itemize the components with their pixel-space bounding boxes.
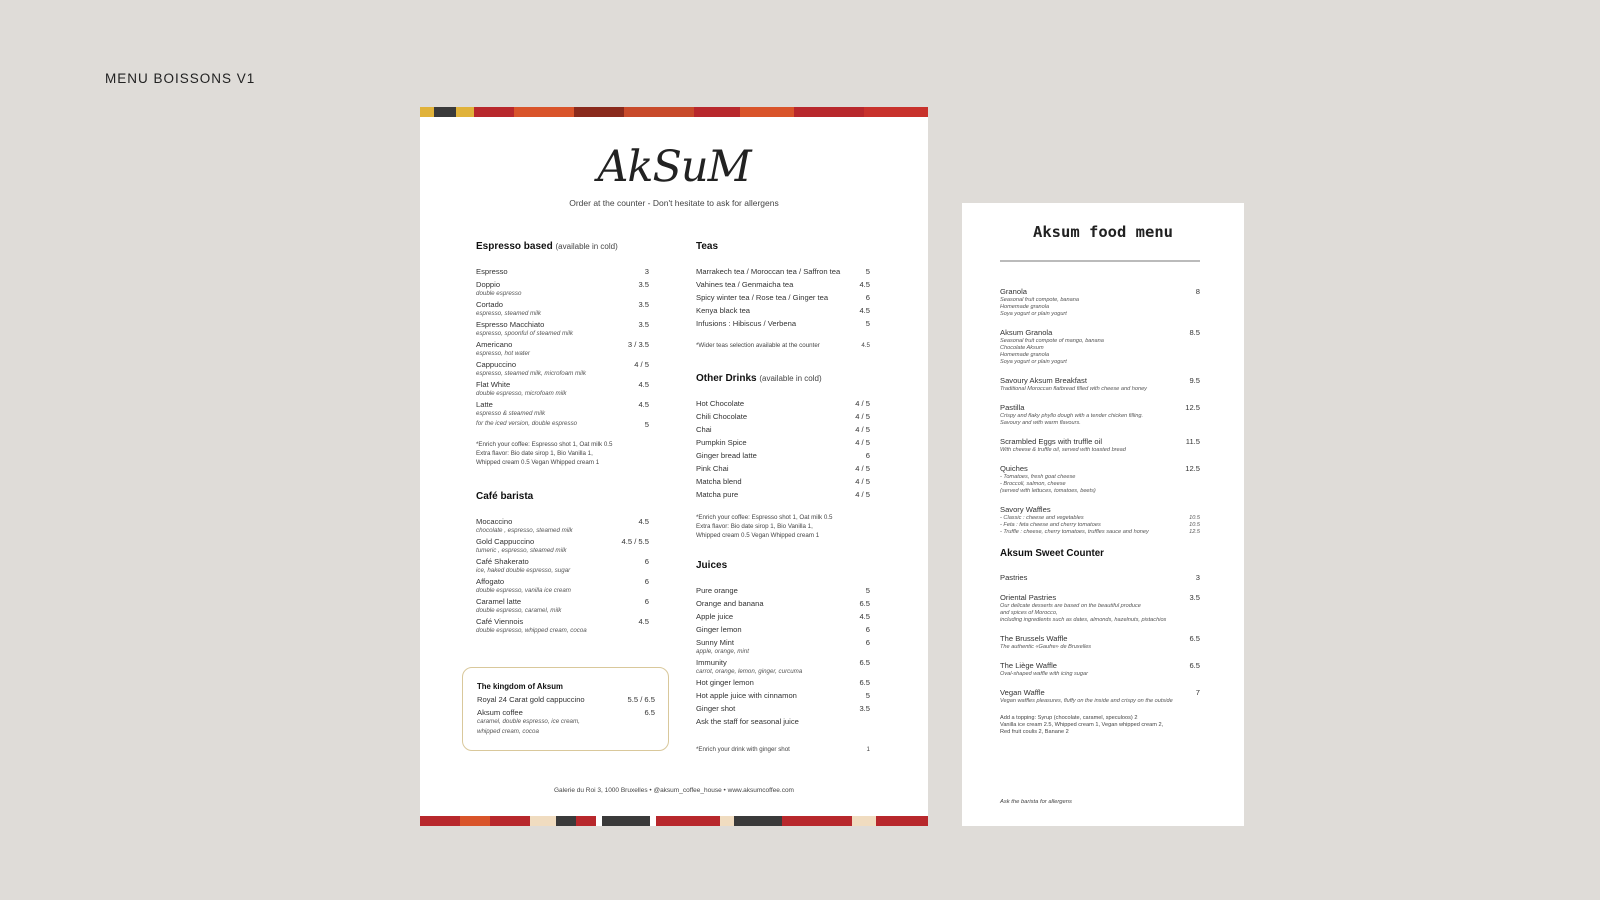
kingdom-desc: whipped cream, cocoa xyxy=(477,728,539,735)
item-desc: ice, haked double espresso, sugar xyxy=(476,567,571,574)
menu-item xyxy=(696,306,870,319)
item-desc: caramel, double espresso, ice cream, xyxy=(477,718,580,725)
waffle-option-price: 10.5 xyxy=(1189,515,1200,521)
item-price: 4 / 5 xyxy=(855,399,870,408)
food-item-desc: Homemade granola xyxy=(1000,304,1050,310)
food-item xyxy=(1000,573,1200,583)
waffle-option xyxy=(1000,529,1200,536)
food-item-price: 12.5 xyxy=(1185,464,1200,473)
food-item-name: The Brussels Waffle xyxy=(1000,634,1068,643)
waffle-option-text: - Truffle : cheese, cherry tomatoes, truffles sauce and honey xyxy=(1000,529,1149,535)
other-drinks-list xyxy=(696,399,870,503)
food-item-price: 9.5 xyxy=(1189,376,1200,385)
waffle-option xyxy=(1000,522,1200,529)
item-gap xyxy=(696,727,870,730)
item-name: Vahines tea / Genmaicha tea xyxy=(696,280,794,289)
food-item-row xyxy=(1000,437,1200,447)
item-name: Spicy winter tea / Rose tea / Ginger tea xyxy=(696,293,829,302)
item-desc: carrot, orange, lemon, ginger, curcuma xyxy=(696,668,803,675)
food-item-desc: Chocolate Aksum xyxy=(1000,345,1044,351)
menu-item xyxy=(696,691,870,704)
menu-item-row xyxy=(696,306,870,316)
food-item-row xyxy=(1000,688,1200,698)
item-price: 5.5 / 6.5 xyxy=(627,695,655,704)
menu-item xyxy=(696,464,870,477)
food-item-name: Scrambled Eggs with truffle oil xyxy=(1000,437,1103,446)
juices-list xyxy=(696,586,870,730)
menu-item xyxy=(476,300,649,318)
food-item-desc: Seasonal fruit compote, banana xyxy=(1000,297,1079,303)
item-price: 3.5 xyxy=(638,300,649,309)
item-desc: double espresso, vanilla ice cream xyxy=(476,587,571,594)
menu-item-row xyxy=(696,691,870,701)
item-name: Espresso Macchiato xyxy=(476,320,545,329)
teas-footnote: *Wider teas selection available at the counter 4.5 xyxy=(696,342,870,349)
item-price: 4.5 xyxy=(638,380,649,389)
menu-item-row xyxy=(476,400,649,410)
menu-item-row xyxy=(476,320,649,330)
food-item-name: Oriental Pastries xyxy=(1000,593,1057,602)
item-name: Ask the staff for seasonal juice xyxy=(696,717,799,726)
food-item-desc: The authentic «Gaufre» de Bruxelles xyxy=(1000,644,1092,650)
food-item-price: 6.5 xyxy=(1189,634,1200,643)
espresso-list xyxy=(476,267,649,418)
food-item-desc: Oval-shaped waffle with icing sugar xyxy=(1000,671,1088,677)
item-desc: espresso, steamed milk xyxy=(476,310,541,317)
food-item-row xyxy=(1000,328,1200,338)
item-name: Chai xyxy=(696,425,712,434)
food-item-name: Vegan Waffle xyxy=(1000,688,1045,697)
food-item-name: The Liège Waffle xyxy=(1000,661,1057,670)
item-price: 6 xyxy=(644,557,649,566)
item-price: 5 xyxy=(865,319,870,328)
address-line: Galerie du Roi 3, 1000 Bruxelles • @aksum_coffee_house • www.aksumcoffee.com xyxy=(554,787,794,794)
menu-item xyxy=(696,586,870,599)
item-name: Café Viennois xyxy=(476,617,524,626)
menu-item-row xyxy=(476,267,649,277)
item-price: 6.5 xyxy=(859,658,870,667)
food-item-price: 7 xyxy=(1195,688,1200,697)
menu-item-row xyxy=(696,586,870,596)
food-item-desc: Homemade granola xyxy=(1000,352,1050,358)
item-name: Orange and banana xyxy=(696,599,764,608)
menu-item-row xyxy=(696,412,870,422)
menu-item-row xyxy=(696,319,870,329)
food-item-desc: Our delicate desserts are based on the beautiful produce xyxy=(1000,603,1141,609)
menu-item xyxy=(696,490,870,503)
item-name: Matcha blend xyxy=(696,477,742,486)
section-title-barista: Café barista xyxy=(476,491,534,502)
menu-item-row xyxy=(696,658,870,668)
menu-item xyxy=(476,320,649,338)
item-desc: double espresso, caramel, milk xyxy=(476,607,562,614)
item-price: 4.5 xyxy=(859,280,870,289)
food-item-desc: - Tomatoes, fresh goat cheese xyxy=(1000,474,1076,480)
item-price: 5 xyxy=(865,586,870,595)
menu-item xyxy=(477,708,655,726)
menu-item-row xyxy=(696,451,870,461)
menu-item-row xyxy=(476,597,649,607)
menu-item-row xyxy=(476,557,649,567)
menu-item-row xyxy=(477,695,655,705)
food-item xyxy=(1000,634,1200,651)
food-item-row xyxy=(1000,464,1200,474)
menu-item-row xyxy=(696,717,870,727)
menu-item xyxy=(476,597,649,615)
item-desc: espresso & steamed milk xyxy=(476,410,546,417)
item-name: Latte xyxy=(476,400,493,409)
menu-item xyxy=(696,451,870,464)
menu-item-row xyxy=(696,438,870,448)
food-item-desc: Traditional Moroccan flatbread filled with cheese and honey xyxy=(1000,386,1147,392)
food-item-desc: Soya yogurt or plain yogurt xyxy=(1000,359,1067,365)
food-item-name: Aksum Granola xyxy=(1000,328,1053,337)
menu-item-row xyxy=(696,464,870,474)
menu-item-row xyxy=(477,708,655,718)
item-name: Marrakech tea / Moroccan tea / Saffron tea xyxy=(696,267,841,276)
item-desc: espresso, spoonful of steamed milk xyxy=(476,330,573,337)
item-desc: double espresso, whipped cream, cocoa xyxy=(476,627,587,634)
item-price: 4 / 5 xyxy=(855,412,870,421)
menu-item xyxy=(696,599,870,612)
pattern-band-bottom xyxy=(420,816,928,826)
item-name: Royal 24 Carat gold cappuccino xyxy=(477,695,585,704)
item-desc: tumeric , espresso, steamed milk xyxy=(476,547,567,554)
menu-item-row xyxy=(696,293,870,303)
menu-item-row xyxy=(476,577,649,587)
menu-item xyxy=(696,293,870,306)
menu-item xyxy=(696,267,870,280)
food-item-name: Granola xyxy=(1000,287,1028,296)
food-item-price: 8 xyxy=(1195,287,1200,296)
menu-item xyxy=(476,577,649,595)
menu-item-row xyxy=(696,280,870,290)
item-name: Ginger shot xyxy=(696,704,736,713)
menu-item-row xyxy=(696,425,870,435)
menu-item xyxy=(696,399,870,412)
item-desc: apple, orange, mint xyxy=(696,648,749,655)
waffle-option-price: 10.5 xyxy=(1189,522,1200,528)
item-price xyxy=(866,717,870,727)
item-name: Sunny Mint xyxy=(696,638,734,647)
food-item-price: 12.5 xyxy=(1185,403,1200,412)
menu-item xyxy=(696,319,870,332)
drinks-menu-card xyxy=(420,107,928,826)
item-gap xyxy=(696,329,870,332)
kingdom-title: The kingdom of Aksum xyxy=(477,682,563,691)
aksum-logo: AkSuM xyxy=(597,142,751,192)
menu-item xyxy=(476,557,649,575)
item-name: Pink Chai xyxy=(696,464,729,473)
menu-item-row xyxy=(476,380,649,390)
item-desc: espresso, steamed milk, microfoam milk xyxy=(476,370,587,377)
item-name: Ginger lemon xyxy=(696,625,742,634)
waffle-option-text: - Classic : cheese and vegetables xyxy=(1000,515,1084,521)
tagline: Order at the counter - Don't hesitate to ask for allergens xyxy=(569,198,779,208)
food-item-desc: Crispy and flaky phyllo dough with a tender chicken filling. xyxy=(1000,413,1144,419)
item-price: 3.5 xyxy=(638,280,649,289)
menu-item xyxy=(476,280,649,298)
food-item-desc: Seasonal fruit compote of mango, banana xyxy=(1000,338,1104,344)
item-price: 4 / 5 xyxy=(634,360,649,369)
item-name: Infusions : Hibiscus / Verbena xyxy=(696,319,797,328)
food-item-desc: With cheese & truffle oil, served with toasted bread xyxy=(1000,447,1126,453)
menu-item-row xyxy=(696,599,870,609)
item-desc: espresso, hot water xyxy=(476,350,530,357)
waffle-option xyxy=(1000,515,1200,522)
item-name: Apple juice xyxy=(696,612,734,621)
menu-item-row xyxy=(476,537,649,547)
section-title-sweet-counter: Aksum Sweet Counter xyxy=(1000,548,1104,559)
food-item-desc: Savoury and with warm flavours. xyxy=(1000,420,1081,426)
item-name: Cortado xyxy=(476,300,504,309)
food-item xyxy=(1000,376,1200,393)
waffle-option-text: - Feta : feta cheese and cherry tomatoes xyxy=(1000,522,1101,528)
menu-item xyxy=(476,537,649,555)
menu-item xyxy=(476,517,649,535)
menu-item-row xyxy=(476,360,649,370)
item-desc: double espresso, microfoam milk xyxy=(476,390,567,397)
food-item-price: 8.5 xyxy=(1189,328,1200,337)
item-name: Kenya black tea xyxy=(696,306,751,315)
menu-item xyxy=(696,477,870,490)
menu-item xyxy=(476,267,649,280)
item-price: 3 xyxy=(644,267,649,276)
menu-item xyxy=(696,425,870,438)
food-item-row xyxy=(1000,634,1200,644)
menu-item-row xyxy=(476,617,649,627)
food-menu-title: Aksum food menu xyxy=(1033,223,1173,241)
item-desc: double espresso xyxy=(476,290,522,297)
food-item-row xyxy=(1000,593,1200,603)
menu-item-row xyxy=(476,517,649,527)
food-item-row xyxy=(1000,287,1200,297)
food-item-name: Quiches xyxy=(1000,464,1028,473)
item-name: Matcha pure xyxy=(696,490,739,499)
food-item-name: Savoury Aksum Breakfast xyxy=(1000,376,1087,385)
kingdom-box xyxy=(462,667,669,751)
item-price: 5 xyxy=(865,267,870,276)
teas-list xyxy=(696,267,870,332)
food-item xyxy=(1000,688,1200,705)
menu-item xyxy=(476,380,649,398)
menu-item xyxy=(476,360,649,378)
item-price: 6 xyxy=(865,293,870,302)
menu-item xyxy=(696,280,870,293)
item-desc: chocolate , espresso, steamed milk xyxy=(476,527,573,534)
food-item-desc: (served with lettuces, tomatoes, beets) xyxy=(1000,488,1096,494)
pattern-band-top xyxy=(420,107,928,117)
item-name: Pumpkin Spice xyxy=(696,438,747,447)
item-name: Cappuccino xyxy=(476,360,517,369)
food-item-desc: Vegan waffles pleasures, fluffy on the inside and crispy on the outside xyxy=(1000,698,1173,704)
food-item-desc: Soya yogurt or plain yogurt xyxy=(1000,311,1067,317)
kingdom-list xyxy=(477,695,655,726)
item-price: 4 / 5 xyxy=(855,438,870,447)
section-title-espresso: Espresso based (available in cold) xyxy=(476,241,618,252)
menu-item-row xyxy=(476,340,649,350)
menu-item-latte-iced: for the iced version, double espresso 5 xyxy=(476,420,649,429)
other-footnote: *Enrich your coffee: Espresso shot 1, Oat milk 0.5 Extra flavor: Bio date sirop 1, Bio Vanilla 1, Whipped cream 0.5 Vegan Whipped cream 1 xyxy=(696,514,833,539)
item-name: Espresso xyxy=(476,267,508,276)
menu-item xyxy=(476,340,649,358)
food-item xyxy=(1000,437,1200,454)
item-name: Affogato xyxy=(476,577,505,586)
menu-item xyxy=(477,695,655,708)
menu-item-row xyxy=(696,612,870,622)
food-item-desc: - Broccoli, salmon, cheese xyxy=(1000,481,1066,487)
item-price: 4.5 xyxy=(638,400,649,409)
item-price: 3 / 3.5 xyxy=(627,340,649,349)
item-name: Flat White xyxy=(476,380,511,389)
allergen-note: Ask the barista for allergens xyxy=(1000,799,1072,805)
item-name: Chili Chocolate xyxy=(696,412,748,421)
menu-item-row xyxy=(476,280,649,290)
item-price: 4.5 xyxy=(638,617,649,626)
waffle-option-price: 12.5 xyxy=(1189,529,1200,535)
menu-item-row xyxy=(696,704,870,714)
item-price: 6 xyxy=(644,577,649,586)
section-title-juices: Juices xyxy=(696,560,728,571)
item-name: Hot ginger lemon xyxy=(696,678,754,687)
item-price: 3.5 xyxy=(859,704,870,713)
item-price: 6.5 xyxy=(859,599,870,608)
food-menu-card xyxy=(962,203,1244,826)
menu-item xyxy=(696,625,870,638)
menu-item xyxy=(476,617,649,635)
menu-item-row xyxy=(696,399,870,409)
item-name: Café Shakerato xyxy=(476,557,529,566)
toppings-note: Add a topping: Syrup (chocolate, caramel, speculoos) 2 Vanilla ice cream 2.5, Whipped cream 1, Vegan whipped cream 2, Red fruit coulis 2, Banane 2 xyxy=(1000,715,1164,735)
drinks-right-column xyxy=(696,241,870,753)
menu-item xyxy=(696,638,870,656)
item-name: Pure orange xyxy=(696,586,738,595)
item-price: 4 / 5 xyxy=(855,464,870,473)
food-item xyxy=(1000,661,1200,678)
food-item-price: 6.5 xyxy=(1189,661,1200,670)
menu-item-row xyxy=(476,300,649,310)
food-item-row xyxy=(1000,573,1200,583)
food-item-name: Pastries xyxy=(1000,573,1028,582)
food-item-price: 11.5 xyxy=(1185,437,1200,446)
food-item-price: 3 xyxy=(1195,573,1200,582)
item-price: 4.5 xyxy=(859,612,870,621)
item-name: Hot Chocolate xyxy=(696,399,745,408)
item-price: 6 xyxy=(865,625,870,634)
food-item-desc: including ingredients such as dates, almonds, hazelnuts, pistachios xyxy=(1000,617,1167,623)
item-price: 4.5 xyxy=(638,517,649,526)
item-price: 5 xyxy=(865,691,870,700)
menu-item-row xyxy=(696,477,870,487)
barista-list xyxy=(476,517,649,635)
food-item-row xyxy=(1000,403,1200,413)
item-price: 6.5 xyxy=(644,708,655,717)
food-list xyxy=(1000,287,1200,495)
item-name: Mocaccino xyxy=(476,517,513,526)
menu-item-row xyxy=(696,638,870,648)
menu-item-savory-waffles: Savory Waffles - Classic : cheese and vegetables 10.5 - Feta : feta cheese and cherry tomatoes 10.5 - Truffle : cheese, cherry tomatoes, truffles sauce and honey 12.5 xyxy=(1000,505,1200,535)
item-price: 6.5 xyxy=(859,678,870,687)
item-price: 6 xyxy=(865,451,870,460)
menu-item xyxy=(476,400,649,418)
page-label: MENU BOISSONS V1 xyxy=(105,71,256,86)
item-name: Aksum coffee xyxy=(477,708,523,717)
food-column xyxy=(1000,287,1200,736)
item-name: Immunity xyxy=(696,658,727,667)
section-title-teas: Teas xyxy=(696,241,719,252)
item-price: 4.5 / 5.5 xyxy=(621,537,649,546)
item-price: 3.5 xyxy=(638,320,649,329)
item-price: 4 / 5 xyxy=(855,490,870,499)
menu-item xyxy=(696,704,870,717)
menu-item xyxy=(696,612,870,625)
drinks-left-column xyxy=(476,241,649,637)
food-item xyxy=(1000,464,1200,495)
menu-item-row xyxy=(696,678,870,688)
menu-item xyxy=(696,438,870,451)
item-price: 4.5 xyxy=(859,306,870,315)
food-item-row xyxy=(1000,376,1200,386)
item-name: Americano xyxy=(476,340,513,349)
section-title-other-drinks: Other Drinks (available in cold) xyxy=(696,373,822,384)
food-item xyxy=(1000,403,1200,427)
item-price: 6 xyxy=(644,597,649,606)
food-item-row xyxy=(1000,661,1200,671)
item-price: 4 / 5 xyxy=(855,477,870,486)
title-divider xyxy=(1000,260,1200,262)
food-item xyxy=(1000,328,1200,366)
item-gap xyxy=(696,500,870,503)
item-name: Ginger bread latte xyxy=(696,451,757,460)
food-item-desc: and spices of Morocco, xyxy=(1000,610,1058,616)
food-item-price: 3.5 xyxy=(1189,593,1200,602)
sweet-list xyxy=(1000,573,1200,705)
menu-item xyxy=(696,717,870,730)
menu-item-row xyxy=(696,267,870,277)
item-name: Hot apple juice with cinnamon xyxy=(696,691,797,700)
menu-item-row xyxy=(696,625,870,635)
food-item xyxy=(1000,593,1200,624)
menu-item-row xyxy=(696,490,870,500)
food-item xyxy=(1000,287,1200,318)
item-price: 4 / 5 xyxy=(855,425,870,434)
juices-footnote: *Enrich your drink with ginger shot 1 xyxy=(696,746,870,753)
item-price: 6 xyxy=(865,638,870,647)
item-name: Gold Cappuccino xyxy=(476,537,535,546)
menu-item xyxy=(696,658,870,676)
item-name: Caramel latte xyxy=(476,597,522,606)
menu-item xyxy=(696,412,870,425)
food-item-name: Pastilla xyxy=(1000,403,1025,412)
menu-item xyxy=(696,678,870,691)
item-name: Doppio xyxy=(476,280,501,289)
espresso-footnote: *Enrich your coffee: Espresso shot 1, Oat milk 0.5 Extra flavor: Bio date sirop 1, Bio Vanilla 1, Whipped cream 0.5 Vegan Whipped cream 1 xyxy=(476,441,613,466)
